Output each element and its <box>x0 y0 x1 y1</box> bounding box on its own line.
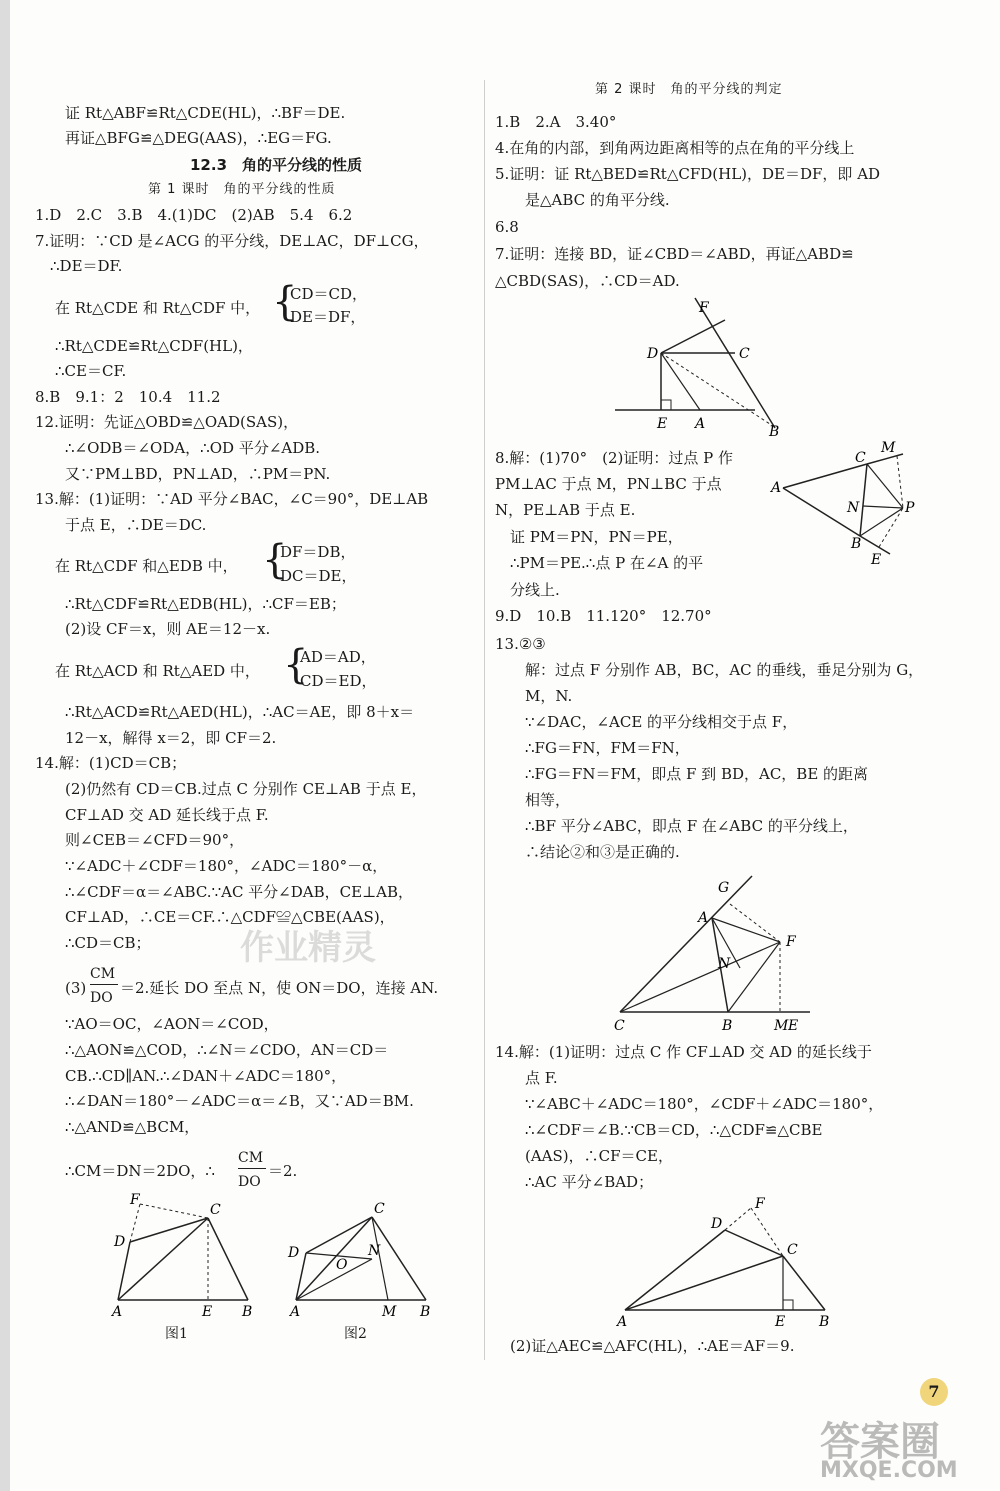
text-line: △CBD(SAS)，∴CD＝AD. <box>495 272 680 290</box>
section-title: 12.3 角的平分线的性质 <box>190 156 363 174</box>
text-line: ∴CD＝CB； <box>65 934 151 952</box>
brace: { <box>262 537 288 583</box>
text-line: 分线上. <box>510 581 560 599</box>
text-line: (2)设 CF＝x，则 AE＝12－x. <box>65 620 271 638</box>
fig13-label: G <box>718 880 730 896</box>
figure-1 <box>100 1190 270 1320</box>
text-line: ∴PM＝PE.∴点 P 在∠A 的平 <box>510 554 704 572</box>
fig8-label: C <box>855 450 866 466</box>
text-line: DC＝DE， <box>280 567 357 585</box>
text-line: CF⊥AD，∴CE＝CF.∴△CDF≌△CBE(AAS)， <box>65 908 395 926</box>
figure-1-caption: 图1 <box>165 1326 188 1342</box>
text-line: (2)证△AEC≌△AFC(HL)，∴AE＝AF＝9. <box>510 1337 795 1355</box>
text-line: DE＝DF， <box>290 308 366 326</box>
fig14-label: E <box>775 1314 786 1330</box>
fig8-label: N <box>847 500 860 516</box>
figure-q7 <box>615 298 815 440</box>
fig1-label: D <box>114 1234 126 1250</box>
fig14-label: B <box>819 1314 830 1330</box>
text-line: ∴CE＝CF. <box>55 362 127 380</box>
fig13-label: E <box>788 1018 799 1034</box>
fig7-label: C <box>739 346 750 362</box>
fig1-label: E <box>202 1304 213 1320</box>
fraction-numerator: CM <box>90 966 116 982</box>
text-line: 是△ABC 的角平分线. <box>525 191 670 209</box>
fig8-label: M <box>881 440 896 456</box>
text-line: CF⊥AD 交 AD 延长线于点 F. <box>65 806 269 824</box>
text-line: ∴∠CDF＝α＝∠ABC.∵AC 平分∠DAB，CE⊥AB， <box>65 883 414 901</box>
text-line: CD＝ED， <box>300 672 377 690</box>
text-line: ＝2.延长 DO 至点 N，使 ON＝DO，连接 AN. <box>120 979 439 997</box>
text-line: ∴△AND≌△BCM， <box>65 1118 200 1136</box>
fig2-label: M <box>382 1304 397 1320</box>
text-line: 12－x，解得 x＝2，即 CF＝2. <box>65 729 277 747</box>
text-line: 5.证明：证 Rt△BED≌Rt△CFD(HL)，DE＝DF，即 AD <box>495 165 881 183</box>
fig7-label: B <box>769 424 780 440</box>
fig14-label: A <box>617 1314 628 1330</box>
text-line: 1.D 2.C 3.B 4.(1)DC (2)AB 5.4 6.2 <box>35 206 353 224</box>
fig13-label: C <box>614 1018 625 1034</box>
text-line: ∴BF 平分∠ABC，即点 F 在∠ABC 的平分线上， <box>525 817 858 835</box>
text-line: N，PE⊥AB 于点 E. <box>495 501 636 519</box>
fig7-label: A <box>695 416 706 432</box>
text-line: 8.B 9.1：2 10.4 11.2 <box>35 388 221 406</box>
text-line: (2)仍然有 CD＝CB.过点 C 分别作 CE⊥AB 于点 E， <box>65 780 427 798</box>
fig14-label: F <box>755 1196 765 1212</box>
column-divider <box>484 80 485 1360</box>
fig8-label: B <box>851 536 862 552</box>
text-line: ∵∠DAC，∠ACE 的平分线相交于点 F， <box>525 713 798 731</box>
fig2-label: A <box>290 1304 301 1320</box>
watermark-text: 作业精灵 <box>240 928 376 968</box>
text-line: 证 Rt△ABF≌Rt△CDE(HL)，∴BF＝DE. <box>65 104 346 122</box>
text-line: ∵AO＝OC，∠AON＝∠COD， <box>65 1015 279 1033</box>
text-line: 相等， <box>525 791 571 809</box>
fig8-label: E <box>871 552 882 568</box>
fig2-label: D <box>288 1245 300 1261</box>
text-line: CB.∴CD∥AN.∴∠DAN＋∠ADC＝180°， <box>65 1067 347 1085</box>
text-line: 14.解：(1)证明：过点 C 作 CF⊥AD 交 AD 的延长线于 <box>495 1043 872 1061</box>
text-line: ∴Rt△CDF≌Rt△EDB(HL)，∴CF＝EB； <box>65 595 346 613</box>
fig1-label: F <box>130 1192 140 1208</box>
text-line: ∴FG＝FN，FM＝FN， <box>525 739 690 757</box>
text-line: 证 PM＝PN，PN＝PE， <box>510 528 683 546</box>
fig7-label: D <box>647 346 659 362</box>
fig14-label: C <box>787 1242 798 1258</box>
text-line: CD＝CD， <box>290 285 368 303</box>
text-line: 在 Rt△ACD 和 Rt△AED 中， <box>55 662 260 680</box>
text-line: 再证△BFG≌△DEG(AAS)，∴EG＝FG. <box>65 129 332 147</box>
text-line: 13.②③ <box>495 635 546 653</box>
text-line: ∴△AON≌△COD，∴∠N＝∠CDO，AN＝CD＝ <box>65 1041 389 1059</box>
text-line: (3) <box>65 979 87 997</box>
brace: { <box>272 279 298 325</box>
text-line: 1.B 2.A 3.40° <box>495 113 617 131</box>
text-line: 9.D 10.B 11.120° 12.70° <box>495 607 712 625</box>
fig2-label: N <box>368 1243 381 1259</box>
text-line: (AAS)，∴CF＝CE， <box>525 1147 673 1165</box>
fig8-label: P <box>905 500 915 516</box>
fig2-label: O <box>336 1257 348 1273</box>
text-line: 点 F. <box>525 1069 558 1087</box>
fig14-label: D <box>711 1216 723 1232</box>
text-line: 7.证明：连接 BD，证∠CBD＝∠ABD，再证△ABD≌ <box>495 245 854 263</box>
fig13-label: M <box>774 1018 789 1034</box>
left-edge-shadow <box>0 0 10 1491</box>
text-line: 于点 E，∴DE＝DC. <box>65 516 207 534</box>
text-line: ∵∠ABC＋∠ADC＝180°，∠CDF＋∠ADC＝180°， <box>525 1095 884 1113</box>
watermark-logo: 答案圈 <box>820 1419 940 1465</box>
text-line: 解：过点 F 分别作 AB，BC，AC 的垂线，垂足分别为 G， <box>525 661 924 679</box>
fig13-label: B <box>722 1018 733 1034</box>
brace: { <box>283 642 309 688</box>
text-line: 12.证明：先证△OBD≌△OAD(SAS)， <box>35 413 299 431</box>
text-line: ∴CM＝DN＝2DO，∴ <box>65 1162 215 1180</box>
fig13-label: A <box>698 910 709 926</box>
text-line: ∴∠ODB＝∠ODA，∴OD 平分∠ADB. <box>65 439 321 457</box>
text-line: 8.解：(1)70° (2)证明：过点 P 作 <box>495 449 734 467</box>
text-line: DF＝DB， <box>280 543 356 561</box>
fig7-label: E <box>657 416 668 432</box>
text-line: ∴Rt△CDE≌Rt△CDF(HL)， <box>55 337 253 355</box>
lesson-title: 第 1 课时 角的平分线的性质 <box>148 182 336 197</box>
fig1-label: B <box>242 1304 253 1320</box>
text-line: 14.解：(1)CD＝CB； <box>35 754 187 772</box>
fig13-label: F <box>786 934 796 950</box>
text-line: ＝2. <box>268 1162 298 1180</box>
figure-q8 <box>771 440 915 570</box>
text-line: 4.在角的内部，到角两边距离相等的点在角的平分线上 <box>495 139 855 157</box>
watermark-url: MXQE.COM <box>820 1458 958 1483</box>
text-line: 在 Rt△CDF 和△EDB 中， <box>55 557 238 575</box>
figure-q14 <box>615 1198 835 1333</box>
figure-2-caption: 图2 <box>344 1326 367 1342</box>
figure-2 <box>280 1195 450 1320</box>
fraction-bar <box>90 984 118 985</box>
text-line: ∴FG＝FN＝FM，即点 F 到 BD，AC，BE 的距离 <box>525 765 869 783</box>
fraction-denominator: DO <box>90 990 113 1006</box>
text-line: ∴DE＝DF. <box>50 257 123 275</box>
text-line: AD＝AD， <box>300 648 376 666</box>
fig8-label: A <box>771 480 782 496</box>
text-line: 6.8 <box>495 218 519 236</box>
text-line: ∵∠ADC＋∠CDF＝180°，∠ADC＝180°－α， <box>65 857 388 875</box>
text-line: ∴∠CDF＝∠B.∵CB＝CD，∴△CDF≌△CBE <box>525 1121 823 1139</box>
fig13-label: N <box>718 956 731 972</box>
fig7-label: F <box>699 300 709 316</box>
fraction-denominator: DO <box>238 1174 261 1190</box>
text-line: ∴结论②和③是正确的. <box>525 843 680 861</box>
text-line: 在 Rt△CDE 和 Rt△CDF 中， <box>55 299 261 317</box>
fraction-bar <box>238 1168 266 1169</box>
text-line: 13.解：(1)证明：∵AD 平分∠BAC，∠C＝90°，DE⊥AB <box>35 490 429 508</box>
figure-q13 <box>610 868 830 1033</box>
text-line: 7.证明：∵CD 是∠ACG 的平分线，DE⊥AC，DF⊥CG， <box>35 232 429 250</box>
text-line: ∴Rt△ACD≌Rt△AED(HL)，∴AC＝AE，即 8＋x＝ <box>65 703 415 721</box>
fig2-label: C <box>374 1201 385 1217</box>
lesson-title: 第 2 课时 角的平分线的判定 <box>595 82 783 97</box>
text-line: 又∵PM⊥BD，PN⊥AD，∴PM＝PN. <box>65 465 331 483</box>
text-line: ∴AC 平分∠BAD； <box>525 1173 654 1191</box>
fig1-label: C <box>210 1202 221 1218</box>
text-line: M，N. <box>525 687 573 705</box>
fraction-numerator: CM <box>238 1150 264 1166</box>
text-line: PM⊥AC 于点 M，PN⊥BC 于点 <box>495 475 722 493</box>
text-line: 则∠CEB＝∠CFD＝90°， <box>65 831 245 849</box>
fig2-label: B <box>420 1304 431 1320</box>
page-number: 7 <box>920 1378 948 1406</box>
fig1-label: A <box>112 1304 123 1320</box>
text-line: ∴∠DAN＝180°－∠ADC＝α＝∠B，又∵AD＝BM. <box>65 1092 414 1110</box>
